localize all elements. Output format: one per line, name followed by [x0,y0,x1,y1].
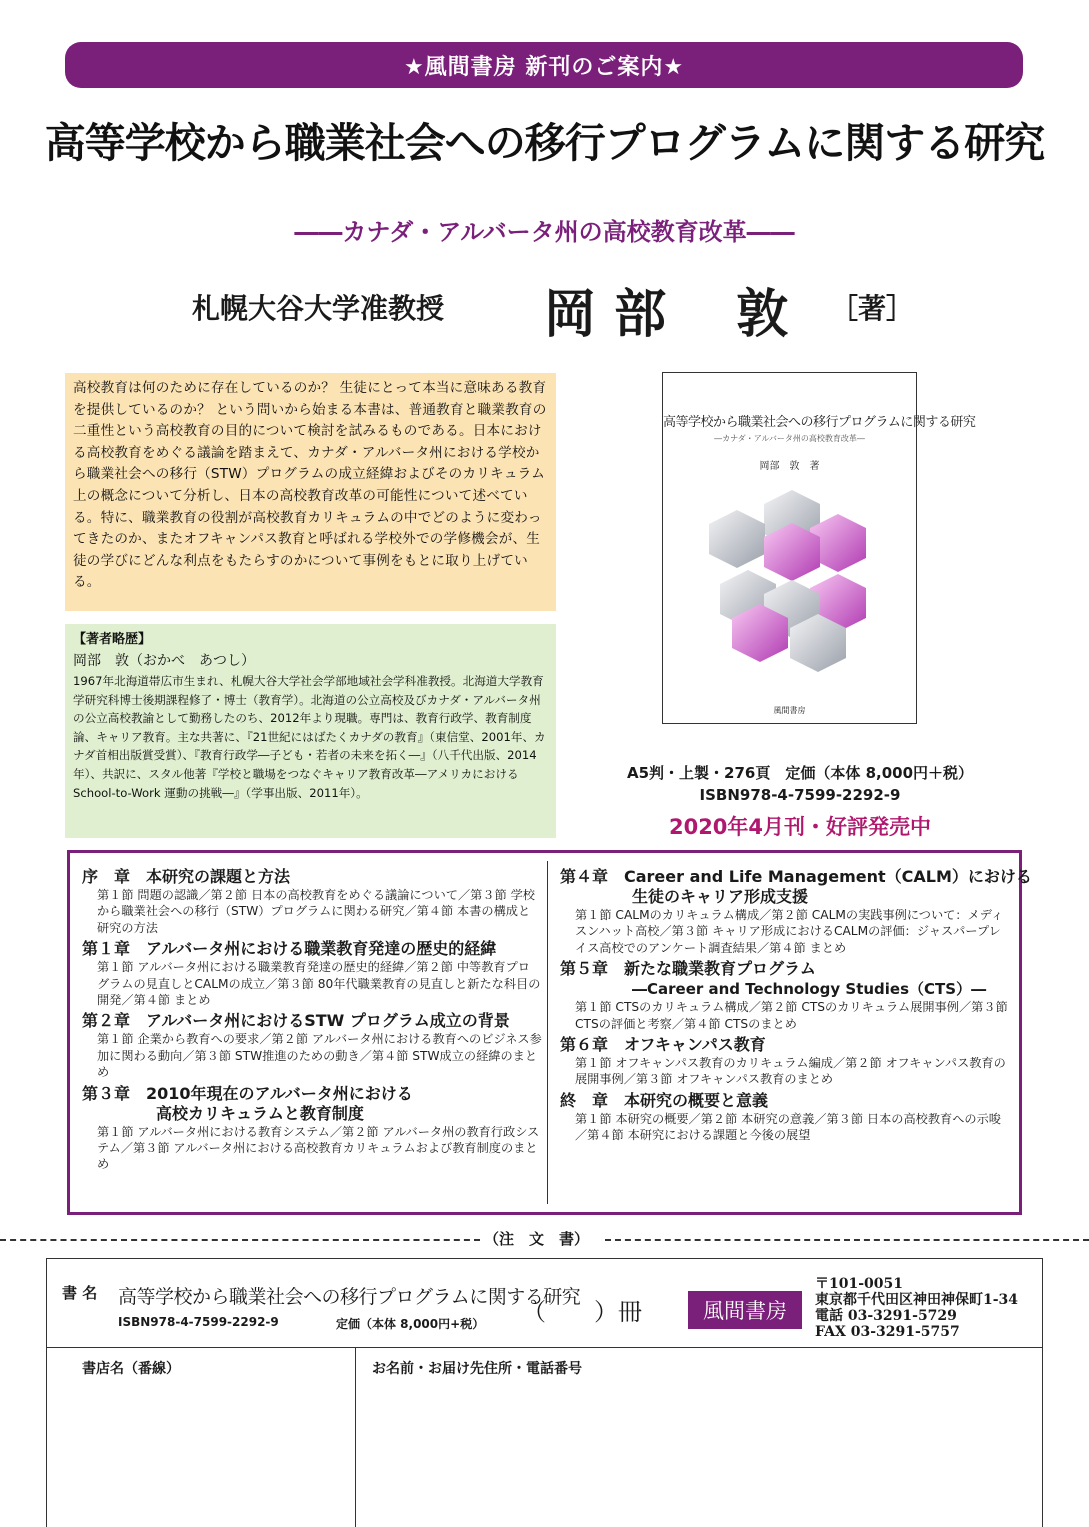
order-book-title: 高等学校から職業社会への移行プログラムに関する研究 [118,1286,581,1308]
cover-title: 高等学校から職業社会への移行プログラムに関する研究 [663,415,976,430]
table-of-contents [67,850,1032,1215]
chapter-sections: 第１節 企業から教育への要求／第２節 アルバータ州における教育へのビジネス参加に関わる動向／第３節 STW推進のための動き／第４節 STW成立の経緯のまとめ [97,1032,542,1080]
book-name-label: 書 名 [62,1284,98,1302]
chapter-title: 第３章 2010年現在のアルバータ州における [82,1083,413,1103]
cover-publisher: 風間書房 [773,706,806,715]
chapter-title-line2: ―Career and Technology Studies（CTS）― [632,980,987,999]
bio-heading: 【著者略歴】 [73,632,152,647]
chapter-sections: 第１節 アルバータ州における職業教育発達の歴史的経緯／第２節 中等教育プログラムの見直しとCALMの成立／第３節 80年代職業教育の見直しと新たな科目の開発／第４節 まとめ [97,960,541,1008]
order-column-divider [355,1347,356,1527]
chapter-sections: 第１節 本研究の概要／第２節 本研究の意義／第３節 日本の高校教育への示唆／第４節 本研究における課題と今後の展望 [575,1111,1001,1143]
cover-author: 岡部 敦 著 [759,461,820,472]
chapter-sections: 第１節 CALMのカリキュラム構成／第２節 CALMの実践事例について：メディスンハット高校／第３節 キャリア形成におけるCALMの評価：ジャスパープレイス高校でのアンケート調査結果／第４節 まとめ [575,908,1004,955]
author-bio-box [65,624,556,838]
toc-right-column [560,867,1032,1147]
chapter-title: 第２章 アルバータ州におけるSTW プログラム成立の背景 [82,1011,510,1031]
publisher-badge: 風間書房 [688,1291,802,1329]
bio-name: 岡部 敦（おかべ あつし） [73,653,255,669]
chapter-title: 序 章 本研究の課題と方法 [82,867,291,886]
chapter-sections: 第１節 アルバータ州における教育システム／第２節 アルバータ州の教育行政システム／第３節 アルバータ州における高校教育カリキュラムおよび教育制度のまとめ [97,1124,540,1172]
chapter-sections: 第１節 問題の認識／第２節 日本の高校教育をめぐる議論について／第３節 学校から職業社会への移行（STW）プログラムに関わる研究／第４節 本書の構成と研究の方法 [97,888,535,935]
author-affiliation: 札幌大谷大学准教授 [192,292,445,325]
customer-field-label: お名前・お届け先住所・電話番号 [372,1361,582,1377]
chapter-item [560,959,1010,1032]
phone-number: 電話 03-3291-5729 [815,1308,957,1324]
chapter-item [82,867,542,936]
chapter-item [82,1084,542,1173]
isbn: ISBN978-4-7599-2292-9 [699,786,901,804]
order-form-label: （注 文 書） [484,1230,590,1248]
chapter-sections: 第１節 CTSのカリキュラム構成／第２節 CTSのカリキュラム展開事例／第３節 CTSの評価と考察／第４節 CTSのまとめ [575,1000,1008,1031]
chapter-title-line2: 高校カリキュラムと教育制度 [156,1103,364,1123]
book-subtitle: ――カナダ・アルバータ州の高校教育改革―― [294,218,795,246]
author-role: ［著］ [830,292,915,325]
order-row-divider [46,1347,1043,1348]
cover-subtitle: ―カナダ・アルバータ州の高校教育改革― [714,434,865,443]
street-address: 東京都千代田区神田神保町1-34 [815,1292,1019,1308]
chapter-title: 第４章 Career and Life Management（CALM）における [560,867,1032,886]
chapter-item [82,1011,542,1080]
quantity-field[interactable]: （ ）冊 [522,1298,642,1326]
chapter-title: 第５章 新たな職業教育プログラム [560,959,816,979]
format-price: A5判・上製・276頁 定価（本体 8,000円＋税） [626,764,974,782]
bookstore-field-label: 書店名（番線） [82,1361,180,1377]
book-title: 高等学校から職業社会への移行プログラムに関する研究 [44,119,1045,167]
announcement-banner: ★風間書房 新刊のご案内★ [65,42,1023,88]
order-isbn: ISBN978-4-7599-2292-9 [118,1315,279,1329]
chapter-title: 第１章 アルバータ州における職業教育発達の歴史的経緯 [82,939,497,959]
chapter-title-line2: 生徒のキャリア形成支援 [632,887,809,906]
chapter-item [560,1091,1010,1144]
cover-hexagon-graphic [708,488,878,673]
book-cover-image [662,372,976,724]
chapter-sections: 第１節 オフキャンパス教育のカリキュラム編成／第２節 オフキャンパス教育の展開事例／第３節 オフキャンパス教育のまとめ [575,1056,1006,1087]
chapter-item [560,1035,1010,1088]
abstract-box: 高校教育は何のために存在しているのか？ 生徒にとって本当に意味ある教育を提供しているのか？ という問いから始まる本書は、普通教育と職業教育の二重性という高校教育の目的について検討を試みるものである。日本における高校教育をめぐる議論を踏まえて、カナダ・アルバータ州における学校から職業社会への移行（STW）プログラムの成立経緯およびそのカリキュラム上の概念について分析し、日本の高校教育改革の可能性について述べている。特に、職業教育の役割が高校教育カリキュラムの中でどのように変わってきたのか、またオフキャンパス教育と呼ばれる学校外での学修機会が、生徒の学びにどんな利点をもたらすのかについて事例をもとに取り上げている。 [65,373,556,611]
chapter-item [82,939,542,1008]
cut-line-left [0,1239,480,1241]
publisher-address [815,1276,1018,1340]
toc-left-column [82,867,542,1176]
chapter-item [560,867,1032,956]
release-date: 2020年4月刊・好評発売中 [668,815,932,839]
bio-text: 1967年北海道帯広市生まれ、札幌大谷大学社会学部地域社会学科准教授。北海道大学教育学研究科博士後期課程修了・博士（教育学）。北海道の公立高校及びカナダ・アルバータ州の公立高校教諭として勤務したのち、2012年より現職。専門は、教育行政学、教育制度論、キャリア教育。主な共著に、『21世紀にはばたくカナダの教育』（東信堂、2001年、カナダ首相出版賞受賞）、『教育行政学―子ども・若者の未来を拓く―』（八千代出版、2014年）、共訳に、スタル他著『学校と職場をつなぐキャリア教育改革―アメリカにおける School-to-Work 運動の挑戦―』（学事出版、2011年）。 [73,674,546,800]
cut-line-right [605,1239,1089,1241]
order-price: 定価（本体 8,000円+税） [336,1317,485,1331]
postal-code: 〒101-0051 [815,1276,903,1292]
author-name: 岡 部 敦 [544,284,789,345]
chapter-title: 終 章 本研究の概要と意義 [560,1090,769,1110]
fax-number: FAX 03-3291-5757 [815,1324,960,1340]
chapter-title: 第６章 オフキャンパス教育 [560,1035,766,1055]
book-spec [560,762,1040,806]
toc-divider [547,861,548,1204]
